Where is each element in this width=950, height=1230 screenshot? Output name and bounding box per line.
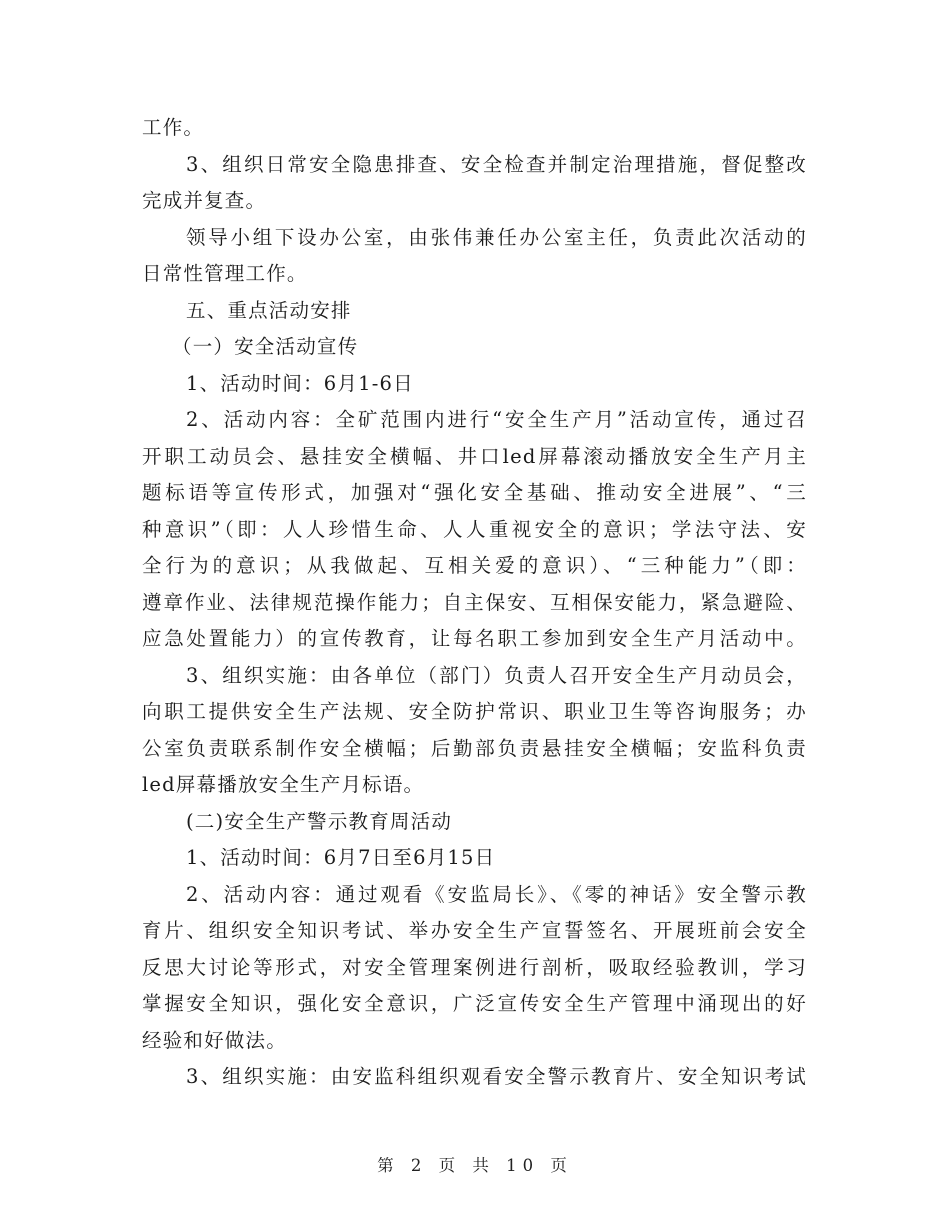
text-line: 遵章作业、法律规范操作能力；自主保安、互相保安能力，紧急避险、 xyxy=(142,590,807,614)
text-line: 3、组织日常安全隐患排查、安全检查并制定治理措施，督促整改 xyxy=(186,152,807,176)
text-line: 3、组织实施：由安监科组织观看安全警示教育片、安全知识考试 xyxy=(186,1065,807,1088)
text-line: 1、活动时间：6月1-6日 xyxy=(186,371,414,395)
text-line: 经验和好做法。 xyxy=(142,1028,287,1052)
text-line: 掌握安全知识，强化安全意识，广泛宣传安全生产管理中涌现出的好 xyxy=(142,992,807,1015)
text-line: 3、组织实施：由各单位（部门）负责人召开安全生产月动员会， xyxy=(186,663,807,687)
text-line: 领导小组下设办公室，由张伟兼任办公室主任，负责此次活动的 xyxy=(186,225,807,249)
text-line: 工作。 xyxy=(142,116,205,139)
text-line: 向职工提供安全生产法规、安全防护常识、职业卫生等咨询服务；办 xyxy=(142,700,807,723)
text-line: 题标语等宣传形式，加强对“强化安全基础、推动安全进展”、“三 xyxy=(142,481,807,504)
text-line: (二)安全生产警示教育周活动 xyxy=(186,809,453,833)
text-line: 应急处置能力）的宣传教育，让每名职工参加到安全生产月活动中。 xyxy=(142,627,807,650)
text-line: 育片、组织安全知识考试、举办安全生产宣誓签名、开展班前会安全 xyxy=(142,919,807,942)
text-line: 2、活动内容：通过观看《安监局长》、《零的神话》安全警示教 xyxy=(186,882,807,906)
text-line: 全行为的意识；从我做起、互相关爱的意识）、“三种能力”（即： xyxy=(142,554,807,577)
text-line: 反思大讨论等形式，对安全管理案例进行剖析，吸取经验教训，学习 xyxy=(142,955,807,979)
text-line: 2、活动内容：全矿范围内进行“安全生产月”活动宣传，通过召 xyxy=(186,408,807,431)
document-body xyxy=(142,110,807,1096)
text-line: 开职工动员会、悬挂安全横幅、井口led屏幕滚动播放安全生产月主 xyxy=(142,444,807,468)
text-line: 公室负责联系制作安全横幅；后勤部负责悬挂安全横幅；安监科负责 xyxy=(142,736,807,760)
page-footer: 第 2 页 共 10 页 xyxy=(377,1156,573,1175)
text-line: 1、活动时间：6月7日至6月15日 xyxy=(186,846,496,869)
text-line: （一）安全活动宣传 xyxy=(172,335,359,358)
text-line: 五、重点活动安排 xyxy=(186,298,352,322)
text-line: led屏幕播放安全生产月标语。 xyxy=(142,773,425,796)
text-line: 日常性管理工作。 xyxy=(142,262,308,285)
text-line: 种意识”（即：人人珍惜生命、人人重视安全的意识；学法守法、安 xyxy=(142,517,807,541)
text-line: 完成并复查。 xyxy=(142,189,267,212)
